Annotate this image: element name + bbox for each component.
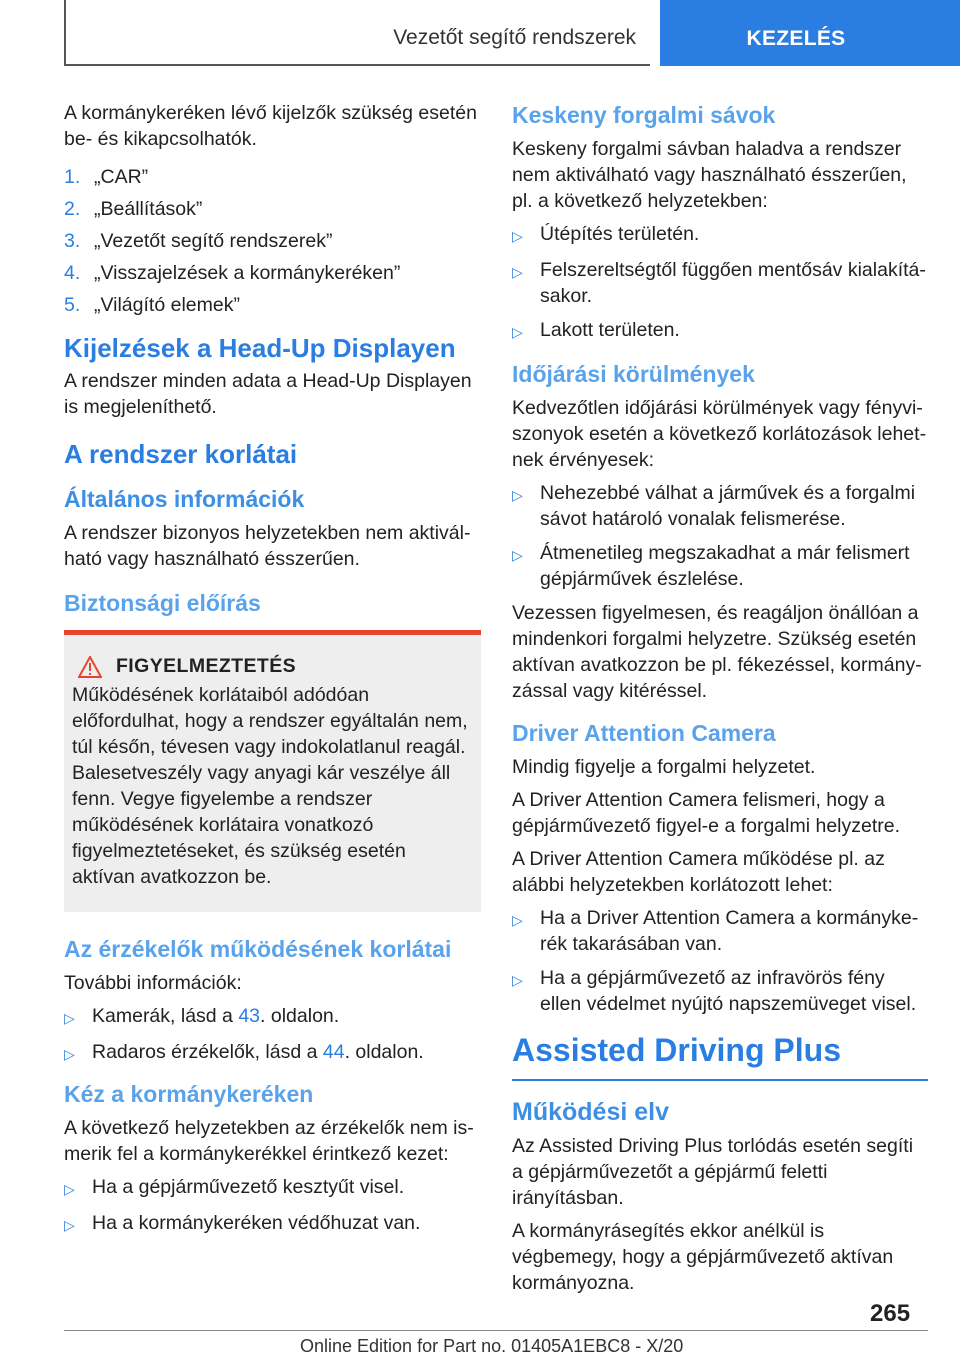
triangle-bullet-icon: ▷ (512, 264, 523, 280)
triangle-bullet-icon: ▷ (64, 1181, 75, 1197)
step-text: „Visszajelzések a kormánykeréken” (94, 262, 401, 284)
list-item (512, 965, 928, 1017)
lanes-list (512, 221, 928, 345)
page-number: 265 (870, 1300, 911, 1327)
list-item (512, 905, 928, 957)
item-text-end: . oldalon. (260, 1005, 340, 1027)
triangle-bullet-icon: ▷ (512, 912, 523, 928)
triangle-bullet-icon: ▷ (512, 972, 523, 988)
hand-paragraph: A következő helyzetekben az érzékelők nem ismerik fel a kormánykerékkel érintkező kezet: (64, 1117, 474, 1165)
list-item (64, 1039, 481, 1067)
step-number: 3. (64, 230, 81, 252)
step-number: 5. (64, 294, 81, 316)
triangle-bullet-icon: ▷ (512, 547, 523, 563)
step-number: 1. (64, 166, 81, 188)
triangle-bullet-icon: ▷ (512, 324, 523, 340)
warning-triangle-icon (78, 656, 102, 678)
item-text: Kamerák, lásd a (92, 1005, 239, 1027)
heading-hand-on-wheel: Kéz a kormánykeréken (64, 1081, 314, 1107)
heading-weather: Időjárási körülmények (512, 361, 755, 387)
list-item (512, 221, 928, 249)
heading-rule (512, 1079, 928, 1081)
footer-rule (64, 1330, 928, 1331)
item-text: Ha a Driver Attention Camera a kormánykerék takarásában van. (540, 907, 919, 955)
item-text: Nehezebbé válhat a járművek és a forgalmi sávot határoló vonalak felismerése. (540, 482, 916, 530)
list-item (512, 540, 928, 592)
triangle-bullet-icon: ▷ (64, 1046, 75, 1062)
item-text: Ha a gépjárművezető kesztyűt visel. (92, 1176, 405, 1198)
heading-hud: Kijelzések a Head-Up Displayen (64, 333, 456, 363)
adp-paragraph-2: A kormányrásegítés ekkor anélkül is végbemegy, hogy a gépjárművezető aktívan kormányozna. (512, 1220, 894, 1294)
heading-narrow-lanes: Keskeny forgalmi sávok (512, 102, 776, 128)
step-text: „Világító elemek” (94, 294, 240, 316)
warning-text: Működésének korlátaiból adódóan előfordulhat, hogy a rendszer egyáltalán nem, túl későn, tévesen vagy indokolatlanul reagál. Balesetveszély vagy anyagi kár veszélye áll fenn. Vegye figyelembe a rendszer működésének korlátaira vonatkozó figyelmeztetéseket, és szükség esetén aktívan avatkozzon be. (72, 684, 468, 888)
warning-title: FIGYELMEZTETÉS (116, 655, 297, 677)
item-text-end: . oldalon. (344, 1041, 424, 1063)
triangle-bullet-icon: ▷ (512, 228, 523, 244)
sensors-paragraph: További információk: (64, 972, 242, 994)
triangle-bullet-icon: ▷ (64, 1217, 75, 1233)
item-text: Radaros érzékelők, lásd a (92, 1041, 323, 1063)
camera-paragraph-1: Mindig figyelje a forgalmi helyzetet. (512, 756, 816, 778)
heading-sensor-limits: Az érzékelők működésének korlátai (64, 936, 452, 962)
list-item (64, 1174, 481, 1202)
step-text: „Vezetőt segítő rendszerek” (94, 230, 333, 252)
item-text: Lakott területen. (540, 319, 680, 341)
weather-paragraph-2: Vezessen figyelmesen, és reagáljon önállóan a mindenkori forgalmi helyzetre. Szükség esetén aktívan avatkozzon be pl. fékezéssel, kormányzással vagy kitéréssel. (512, 602, 922, 702)
list-item (512, 257, 928, 309)
heading-safety: Biztonsági előírás (64, 590, 261, 616)
hand-list (64, 1174, 481, 1238)
section-title: Vezetőt segítő rendszerek (393, 26, 636, 49)
edition-text: Online Edition for Part no. 01405A1EBC8 - X/20 (300, 1336, 684, 1356)
list-item (512, 317, 928, 345)
step-item (64, 292, 481, 318)
hud-paragraph: A rendszer minden adata a Head-Up Displayen is megjeleníthető. (64, 370, 472, 418)
step-item (64, 164, 481, 190)
warning-box (64, 630, 481, 912)
item-text: Ha a gépjárművezető az infravörös fény ellen védelmet nyújtó napszemüveget visel. (540, 967, 917, 1015)
heading-operating-principle: Működési elv (512, 1098, 669, 1126)
step-number: 2. (64, 198, 81, 220)
intro-paragraph: A kormánykeréken lévő kijelzők szükség esetén be- és kikapcsolhatók. (64, 102, 477, 150)
sensor-list (64, 1003, 481, 1067)
triangle-bullet-icon: ▷ (64, 1010, 75, 1026)
step-item (64, 196, 481, 222)
step-text: „Beállítások” (94, 198, 203, 220)
chapter-tab[interactable]: KEZELÉS (660, 0, 960, 66)
item-text: Átmenetileg megszakadhat a már felismert gépjárművek észlelése. (540, 542, 910, 590)
heading-general-info: Általános információk (64, 486, 305, 512)
item-text: Felszereltségtől függően mentősáv kialakításakor. (540, 259, 926, 307)
weather-paragraph: Kedvezőtlen időjárási körülmények vagy fényviszonyok esetén a következő korlátozások lehetnek érvényesek: (512, 397, 927, 471)
lanes-paragraph: Keskeny forgalmi sávban haladva a rendszer nem aktiválható vagy használható ésszerűen, pl. a következő helyzetekben: (512, 138, 907, 212)
heading-assisted-driving-plus: Assisted Driving Plus (512, 1032, 841, 1068)
list-item (64, 1003, 481, 1031)
list-item (64, 1210, 481, 1238)
heading-system-limits: A rendszer korlátai (64, 439, 298, 469)
warning-heading (72, 655, 473, 678)
header-bottom-rule (64, 64, 650, 66)
right-column (512, 100, 928, 1303)
page-link-44[interactable]: 44 (322, 1041, 345, 1063)
step-number: 4. (64, 262, 81, 284)
steps-list (64, 164, 481, 318)
item-text: Ha a kormánykeréken védőhuzat van. (92, 1212, 421, 1234)
heading-driver-camera: Driver Attention Camera (512, 720, 776, 746)
step-item (64, 260, 481, 286)
step-text: „CAR” (94, 166, 149, 188)
camera-list (512, 905, 928, 1017)
general-paragraph: A rendszer bizonyos helyzetekben nem aktiválható vagy használható ésszerűen. (64, 522, 471, 570)
adp-paragraph-1: Az Assisted Driving Plus torlódás esetén segíti a gépjárművezetőt a gépjármű feletti irányításban. (512, 1135, 914, 1209)
triangle-bullet-icon: ▷ (512, 487, 523, 503)
list-item (512, 480, 928, 532)
item-text: Útépítés területén. (540, 223, 700, 245)
weather-list (512, 480, 928, 592)
camera-paragraph-3: A Driver Attention Camera működése pl. az alábbi helyzetekben korlátozott lehet: (512, 848, 885, 896)
page-link-43[interactable]: 43 (238, 1005, 261, 1027)
step-item (64, 228, 481, 254)
camera-paragraph-2: A Driver Attention Camera felismeri, hogy a gépjárművezető figyel-e a forgalmi helyzetre. (512, 789, 901, 837)
left-column (64, 100, 481, 1246)
